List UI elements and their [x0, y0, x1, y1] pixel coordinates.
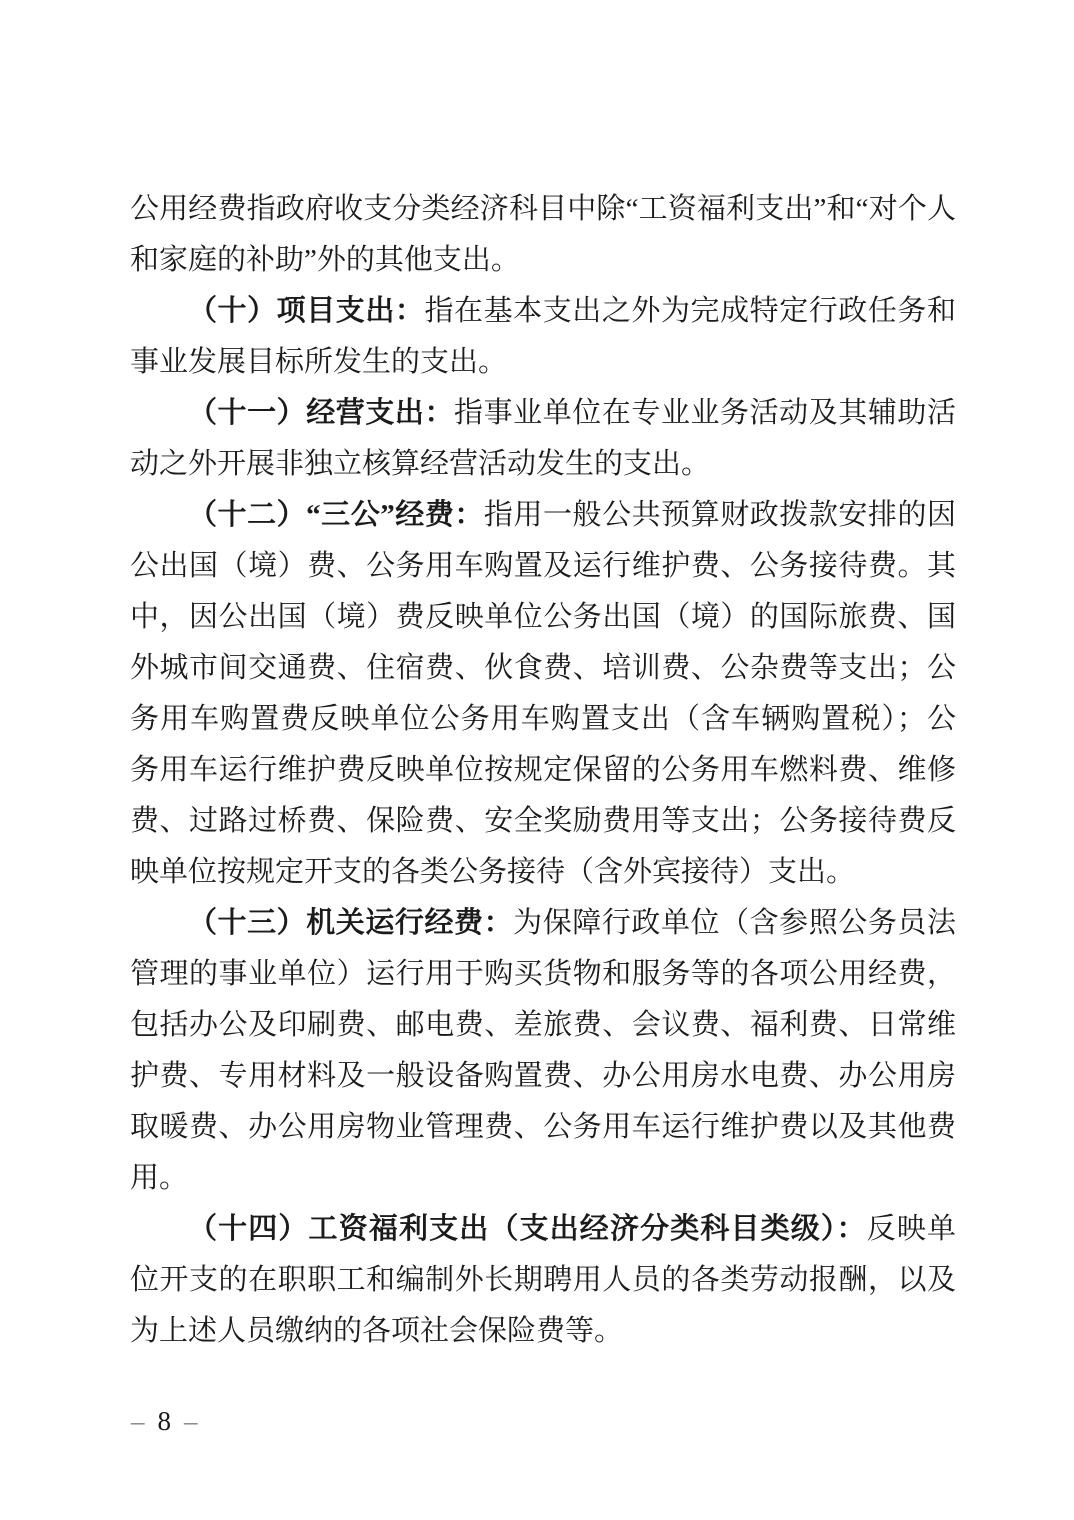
page-number: 8	[157, 1406, 171, 1436]
paragraph-lead: （十二）“三公”经费：	[188, 499, 484, 531]
paragraph-lead: （十三）机关运行经费：	[188, 907, 514, 939]
paragraph-lead: （十四）工资福利支出（支出经济分类科目类级）：	[188, 1213, 867, 1245]
footer-dash-right: –	[184, 1406, 198, 1436]
paragraph-lead: （十一）经营支出：	[188, 397, 455, 429]
paragraph: （十四）工资福利支出（支出经济分类科目类级）：反映单位开支的在职职工和编制外长期聘用人员的各类劳动报酬，以及为上述人员缴纳的各项社会保险费等。	[130, 1213, 956, 1347]
paragraph: （十）项目支出：指在基本支出之外为完成特定行政任务和事业发展目标所发生的支出。	[130, 295, 956, 378]
page-footer	[131, 1406, 198, 1436]
document-body	[130, 184, 956, 1357]
paragraph: （十二）“三公”经费：指用一般公共预算财政拨款安排的因公出国（境）费、公务用车购置及运行维护费、公务接待费。其中，因公出国（境）费反映单位公务出国（境）的国际旅费、国外城市间交通费、住宿费、伙食费、培训费、公杂费等支出；公务用车购置费反映单位公务用车购置支出（含车辆购置税）；公务用车运行维护费反映单位按规定保留的公务用车燃料费、维修费、过路过桥费、保险费、安全奖励费用等支出；公务接待费反映单位按规定开支的各类公务接待（含外宾接待）支出。	[130, 499, 956, 888]
paragraph-lead: （十）项目支出：	[188, 295, 425, 327]
paragraph: 公用经费指政府收支分类经济科目中除“工资福利支出”和“对个人和家庭的补助”外的其他支出。	[130, 193, 956, 276]
footer-dash-left: –	[131, 1406, 145, 1436]
paragraph: （十一）经营支出：指事业单位在专业业务活动及其辅助活动之外开展非独立核算经营活动发生的支出。	[130, 397, 956, 480]
paragraph: （十三）机关运行经费：为保障行政单位（含参照公务员法管理的事业单位）运行用于购买货物和服务等的各项公用经费，包括办公及印刷费、邮电费、差旅费、会议费、福利费、日常维护费、专用材料及一般设备购置费、办公用房水电费、办公用房取暖费、办公用房物业管理费、公务用车运行维护费以及其他费用。	[130, 907, 956, 1194]
